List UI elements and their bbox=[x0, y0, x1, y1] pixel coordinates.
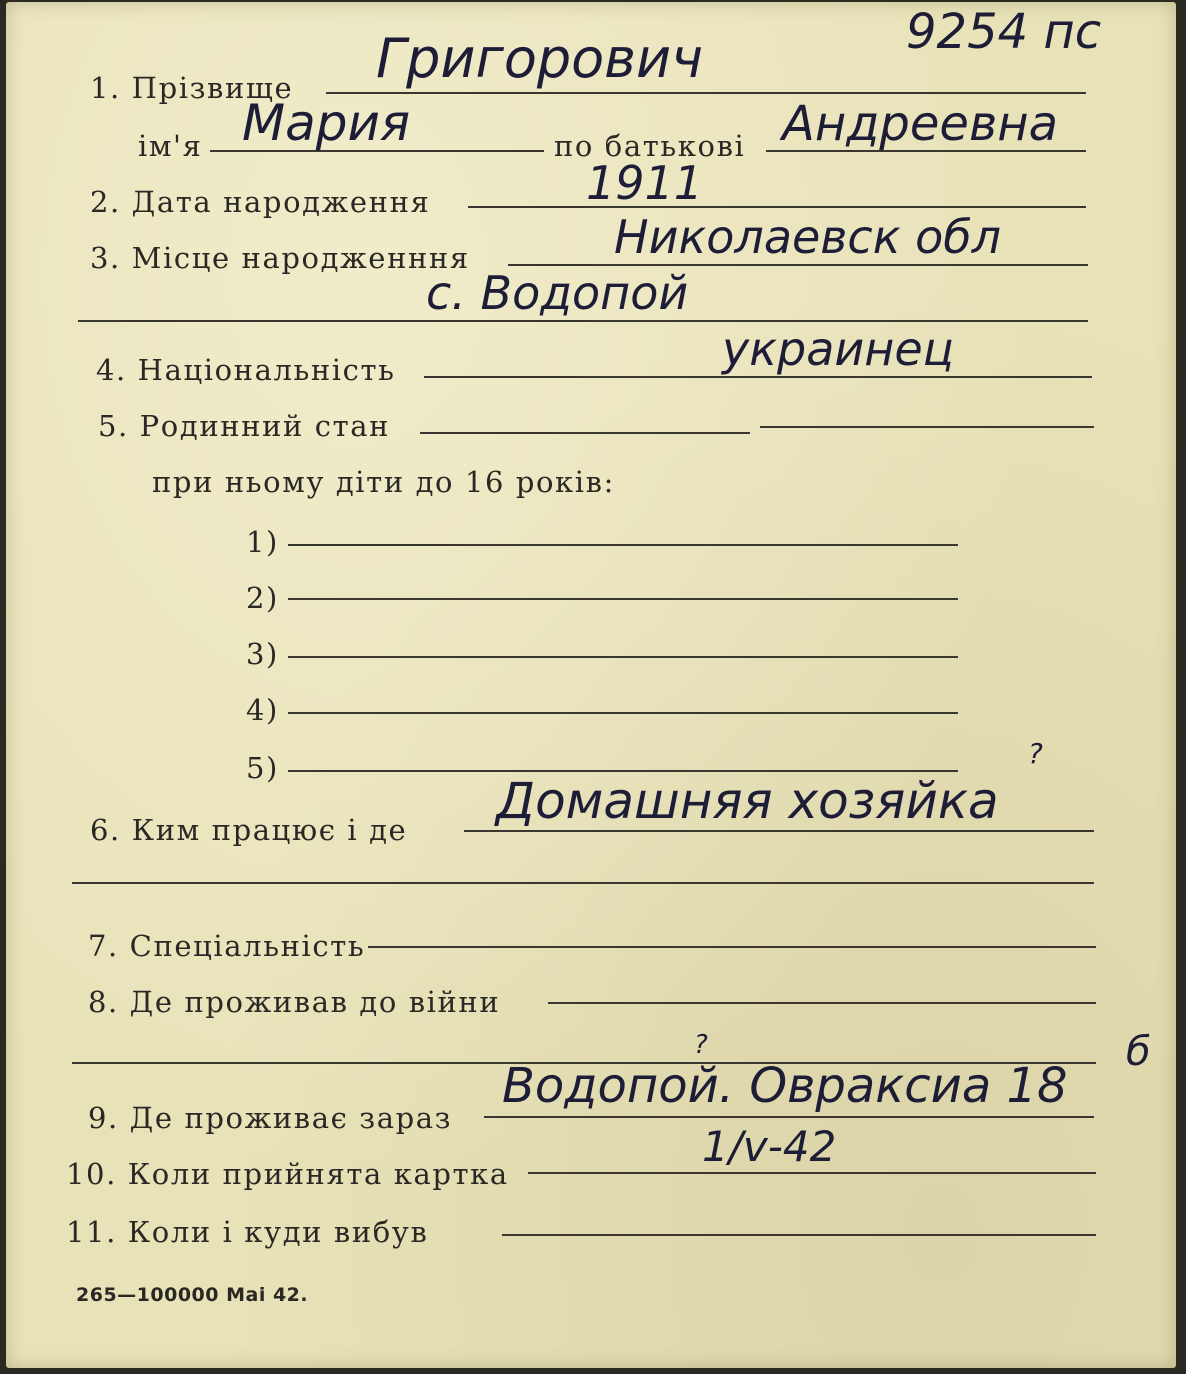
prewar-residence-label: 8. Де проживав до війни bbox=[88, 985, 501, 1019]
patronymic-value: Андреевна bbox=[782, 96, 1059, 152]
birth-date-label: 2. Дата народження bbox=[90, 185, 431, 219]
nationality-value: украинец bbox=[722, 322, 954, 376]
child-2-label: 2) bbox=[246, 581, 279, 615]
child-1-label: 1) bbox=[246, 525, 279, 559]
family-status-line-2 bbox=[760, 426, 1094, 428]
surname-line bbox=[326, 92, 1086, 94]
occupation-query-mark: ? bbox=[1028, 737, 1043, 770]
print-code: 265—100000 Mai 42. bbox=[76, 1284, 309, 1306]
child-4-label: 4) bbox=[246, 693, 279, 727]
occupation-line-2 bbox=[72, 882, 1094, 884]
current-residence-suffix: б bbox=[1126, 1029, 1151, 1075]
surname-label: 1. Прізвище bbox=[90, 71, 294, 105]
card-accepted-line bbox=[528, 1172, 1096, 1174]
nationality-line bbox=[424, 376, 1092, 378]
birth-place-value-line1: Николаевск обл bbox=[614, 210, 1002, 264]
card-accepted-label: 10. Коли прийнята картка bbox=[66, 1157, 509, 1191]
current-residence-label: 9. Де проживає зараз bbox=[88, 1101, 453, 1135]
occupation-label: 6. Ким працює і де bbox=[90, 813, 408, 847]
birth-date-line bbox=[468, 206, 1086, 208]
child-1-line bbox=[288, 544, 958, 546]
family-status-line bbox=[420, 432, 750, 434]
departure-label: 11. Коли і куди вибув bbox=[66, 1215, 429, 1249]
children-label: при ньому діти до 16 років: bbox=[152, 465, 615, 499]
child-3-line bbox=[288, 656, 958, 658]
child-3-label: 3) bbox=[246, 637, 279, 671]
occupation-line bbox=[464, 830, 1094, 832]
departure-line bbox=[502, 1234, 1096, 1236]
birth-date-value: 1911 bbox=[586, 156, 704, 210]
file-number: 9254 пс bbox=[906, 4, 1102, 60]
child-5-label: 5) bbox=[246, 751, 279, 785]
occupation-value: Домашняя хозяйка bbox=[496, 772, 999, 830]
birth-place-label: 3. Місце народженння bbox=[90, 241, 470, 275]
current-residence-query-mark: ? bbox=[694, 1030, 708, 1060]
family-status-label: 5. Родинний стан bbox=[98, 409, 391, 443]
patronymic-label: по батькові bbox=[554, 129, 746, 163]
current-residence-line bbox=[484, 1116, 1094, 1118]
nationality-label: 4. Національність bbox=[96, 353, 396, 387]
registration-card bbox=[6, 2, 1176, 1368]
current-residence-value: Водопой. Овраксиа 18 bbox=[502, 1058, 1068, 1114]
child-4-line bbox=[288, 712, 958, 714]
child-2-line bbox=[288, 598, 958, 600]
card-accepted-value: 1/v-42 bbox=[702, 1122, 837, 1171]
specialty-line bbox=[368, 946, 1096, 948]
first-name-label: ім'я bbox=[138, 129, 203, 163]
birth-place-value-line2: с. Водопой bbox=[426, 266, 689, 320]
first-name-value: Мария bbox=[242, 94, 411, 152]
prewar-residence-line bbox=[548, 1002, 1096, 1004]
specialty-label: 7. Спеціальність bbox=[88, 929, 366, 963]
surname-value: Григорович bbox=[376, 27, 704, 90]
